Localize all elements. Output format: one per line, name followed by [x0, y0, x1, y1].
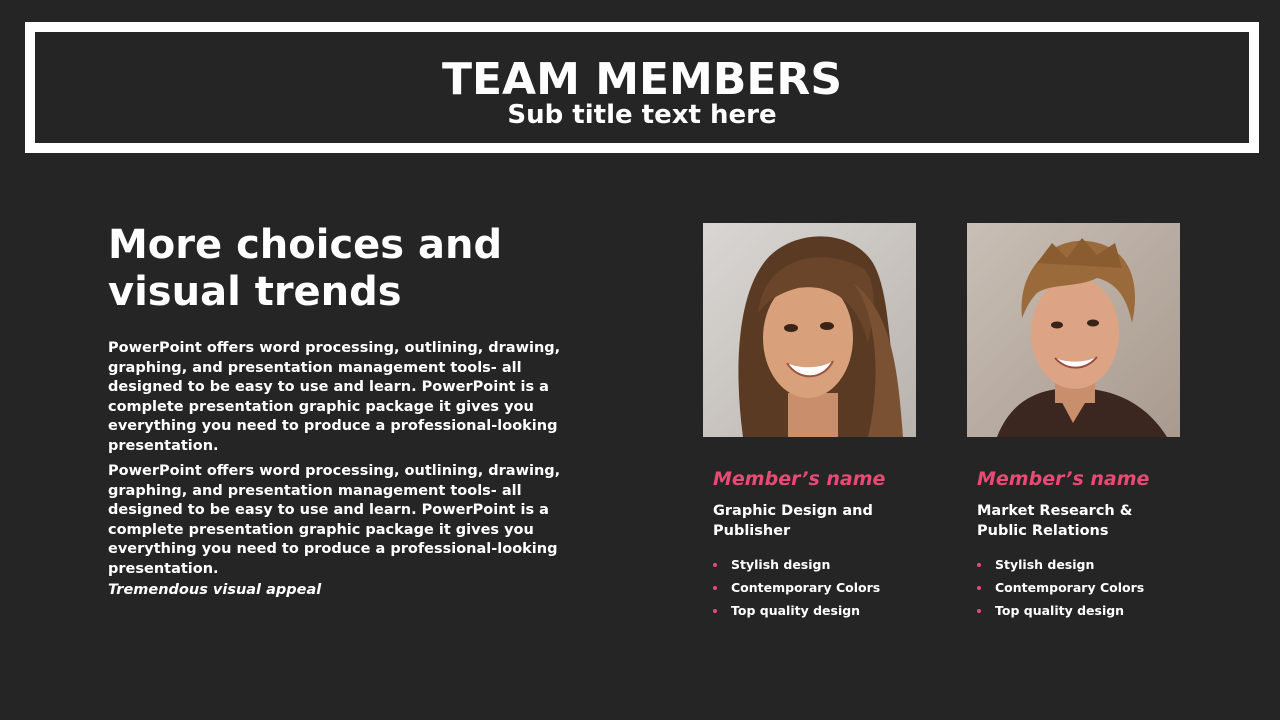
bullet-icon [977, 563, 981, 567]
bullet-text: Top quality design [731, 603, 861, 618]
bullet-icon [977, 609, 981, 613]
list-item [713, 553, 880, 576]
member-card [703, 223, 917, 618]
intro-headline: More choices and visual trends [108, 222, 503, 315]
bullet-text: Stylish design [731, 557, 831, 572]
intro-tagline: Tremendous visual appeal [108, 582, 322, 598]
member-role: Graphic Design and Publisher [713, 503, 873, 539]
bullet-icon [977, 586, 981, 590]
list-item [713, 599, 880, 622]
member-role: Market Research & Public Relations [977, 503, 1133, 539]
list-item [977, 599, 1144, 622]
bullet-icon [713, 586, 717, 590]
member-photo [703, 223, 916, 437]
intro-section [108, 222, 608, 598]
bullet-icon [713, 609, 717, 613]
slide-subtitle: Sub title text here [507, 100, 777, 130]
bullet-icon [713, 563, 717, 567]
bullet-text: Contemporary Colors [995, 580, 1145, 595]
list-item [977, 576, 1144, 599]
member-card [967, 223, 1181, 618]
member-name: Member’s name [713, 468, 886, 490]
member-bullet-list [713, 553, 880, 622]
list-item [977, 553, 1144, 576]
intro-paragraph: PowerPoint offers word processing, outlining, drawing, graphing, and presentation management tools- all designed to be easy to use and learn. PowerPoint is a complete presentation graphic package it gives you everything you need to produce a professional-looking presentation. [108, 340, 561, 454]
bullet-text: Stylish design [995, 557, 1095, 572]
member-name: Member’s name [977, 468, 1150, 490]
member-photo [967, 223, 1180, 437]
bullet-text: Top quality design [995, 603, 1125, 618]
bullet-text: Contemporary Colors [731, 580, 881, 595]
intro-paragraph: PowerPoint offers word processing, outlining, drawing, graphing, and presentation management tools- all designed to be easy to use and learn. PowerPoint is a complete presentation graphic package it gives you everything you need to produce a professional-looking presentation. [108, 463, 561, 577]
slide-title: TEAM MEMBERS [441, 54, 843, 105]
title-frame [25, 22, 1259, 153]
title-box [35, 32, 1249, 143]
member-bullet-list [977, 553, 1144, 622]
list-item [713, 576, 880, 599]
